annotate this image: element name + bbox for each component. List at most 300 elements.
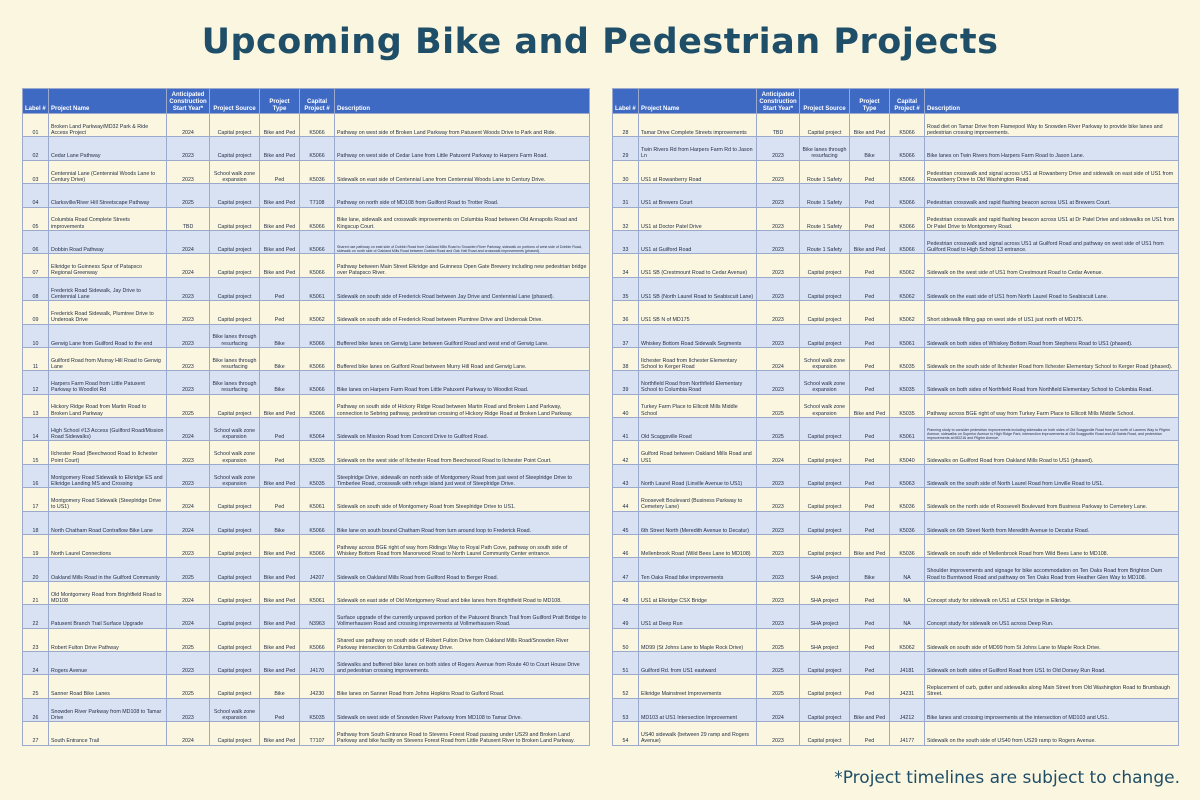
cell-project-type: Bike and Ped [260,137,300,160]
cell-description: Pathway across BGE right of way from Turkey Farm Place to Ellicott Mills Middle School. [925,394,1179,417]
col-header-start-year: Anticipated Construction Start Year* [167,89,210,114]
cell-project-name: Old Montgomery Road from Brightfield Road to MD108 [49,581,167,604]
cell-label: 44 [613,488,639,511]
cell-project-source: Capital project [210,628,260,651]
cell-project-name: US1 at Doctor Patel Drive [639,207,757,230]
cell-capital-project: K5063 [890,464,925,487]
table-row [23,581,590,604]
cell-capital-project: K5066 [890,160,925,183]
cell-description: Pedestrian crosswalk and signal across US1 at Rowanberry Drive and sidewalk on east side of US1 from Rowanberry Drive to Old Washington Road. [925,160,1179,183]
cell-start-year: 2025 [757,651,800,674]
cell-label: 06 [23,230,49,253]
cell-start-year: 2023 [757,254,800,277]
cell-capital-project: K5066 [300,394,335,417]
cell-start-year: 2023 [757,301,800,324]
cell-project-name: Elkridge Mainstreet Improvements [639,675,757,698]
table-row [23,207,590,230]
cell-project-type: Bike and Ped [260,558,300,581]
cell-description: Pedestrian crosswalk and rapid flashing beacon across US1 at Dr Patel Drive and sidewalks on US1 from Dr Patel Drive to Montgomery Road. [925,207,1179,230]
table-row [613,488,1179,511]
cell-start-year: 2023 [757,558,800,581]
cell-project-source: School walk zone expansion [800,371,850,394]
cell-start-year: TBD [757,114,800,137]
cell-project-type: Bike and Ped [260,114,300,137]
cell-start-year: 2024 [167,418,210,441]
col-header-project-type: Project Type [850,89,890,114]
table-row [613,277,1179,300]
cell-project-name: Sanner Road Bike Lanes [49,675,167,698]
cell-capital-project: J4170 [300,651,335,674]
cell-capital-project: K5066 [300,207,335,230]
cell-project-type: Bike and Ped [260,605,300,628]
cell-project-name: Ten Oaks Road bike improvements [639,558,757,581]
cell-start-year: 2023 [167,464,210,487]
cell-project-source: Capital project [800,254,850,277]
cell-start-year: 2025 [167,628,210,651]
cell-start-year: 2025 [757,675,800,698]
cell-start-year: 2025 [167,184,210,207]
cell-label: 40 [613,394,639,417]
cell-label: 42 [613,441,639,464]
table-row [23,230,590,253]
cell-description: Bike lanes and crossing improvements at the intersection of MD103 and US1. [925,698,1179,721]
cell-project-name: Centennial Lane (Centennial Woods Lane to Century Drive) [49,160,167,183]
cell-project-name: MD103 at US1 Intersection Improvement [639,698,757,721]
table-row [613,464,1179,487]
cell-project-name: Tamar Drive Complete Streets improvements [639,114,757,137]
cell-project-source: SHA project [800,558,850,581]
cell-project-source: Capital project [210,254,260,277]
table-row [23,277,590,300]
cell-project-name: Guilford Rd. from US1 eastward [639,651,757,674]
cell-start-year: 2025 [167,558,210,581]
cell-project-type: Bike and Ped [260,628,300,651]
cell-project-source: Bike lanes through resurfacing [210,347,260,370]
table-row [613,160,1179,183]
col-header-label: Label # [23,89,49,114]
cell-capital-project: K5066 [300,254,335,277]
cell-start-year: 2024 [167,254,210,277]
table-body-left [23,114,590,746]
table-row [23,605,590,628]
cell-project-type: Ped [260,418,300,441]
cell-label: 33 [613,230,639,253]
table-row [613,558,1179,581]
cell-description: Sidewalk on both sides of Whiskey Bottom Road from Stephens Road to US1 (phased). [925,324,1179,347]
cell-capital-project: K5066 [300,230,335,253]
cell-project-type: Bike [260,371,300,394]
cell-project-type: Bike [260,511,300,534]
cell-description: Buffered bike lanes on Guilford Road between Murry Hill Road and Gerwig Lane. [335,347,590,370]
cell-project-name: North Laurel Connections [49,535,167,558]
cell-label: 48 [613,581,639,604]
col-header-label: Label # [613,89,639,114]
col-header-project-name: Project Name [49,89,167,114]
cell-capital-project: K5066 [300,324,335,347]
table-row [23,160,590,183]
cell-project-name: US1 SB N of MD175 [639,301,757,324]
cell-description: Sidewalk on south side of Frederick Road between Jay Drive and Centennial Lane (phased). [335,277,590,300]
table-row [23,301,590,324]
cell-project-source: Capital project [800,535,850,558]
cell-project-type: Bike and Ped [260,184,300,207]
table-row [613,114,1179,137]
cell-start-year: 2023 [757,464,800,487]
cell-label: 05 [23,207,49,230]
cell-project-source: Route 1 Safety [800,160,850,183]
cell-start-year: 2024 [757,698,800,721]
cell-project-name: Broken Land Parkway/MD32 Park & Ride Access Project [49,114,167,137]
cell-project-source: Capital project [210,651,260,674]
cell-project-source: SHA project [800,628,850,651]
table-row [23,137,590,160]
cell-description: Shoulder improvements and signage for bike accommodation on Ten Oaks Road from Brighton Dam Road to Burntwood Road and pathway on Ten Oaks Road from Heather Glen Way to MD108. [925,558,1179,581]
table-header-row [613,89,1179,114]
cell-project-source: Capital project [800,511,850,534]
table-row [613,230,1179,253]
cell-project-name: Gerwig Lane from Guilford Road to the end [49,324,167,347]
cell-project-name: Clarksville/River Hill Streetscape Pathway [49,184,167,207]
cell-label: 50 [613,628,639,651]
cell-project-type: Bike [850,558,890,581]
cell-label: 31 [613,184,639,207]
cell-description: Road diet on Tamar Drive from Flamepool Way to Snowden River Parkway to provide bike lanes and pedestrian crossing improvements. [925,114,1179,137]
cell-project-source: Capital project [210,675,260,698]
cell-start-year: 2023 [167,535,210,558]
cell-project-name: Guilford Road from Murray Hill Road to Gerwig Lane [49,347,167,370]
cell-description: Sidewalks on Guilford Road from Oakland Mills Road to US1 (phased). [925,441,1179,464]
cell-project-name: North Laurel Road (Linville Avenue to US1) [639,464,757,487]
cell-project-type: Ped [850,301,890,324]
cell-project-type: Bike and Ped [260,230,300,253]
cell-capital-project: T7107 [300,722,335,745]
cell-project-name: US1 SB (Crestmount Road to Cedar Avenue) [639,254,757,277]
cell-capital-project: K5035 [890,394,925,417]
table-row [613,254,1179,277]
cell-description: Sidewalk on the west side of Ilchester Road from Beechwood Road to Ilchester Point Court. [335,441,590,464]
cell-start-year: 2023 [167,160,210,183]
cell-start-year: 2023 [757,324,800,347]
cell-description: Pedestrian crosswalk and signal across US1 at Guilford Road and pathway on west side of US1 from Guilford Road to High School 13 entrance. [925,230,1179,253]
cell-capital-project: K5036 [300,160,335,183]
cell-capital-project: NA [890,581,925,604]
table-row [613,722,1179,745]
cell-label: 09 [23,301,49,324]
cell-start-year: 2023 [167,371,210,394]
cell-project-type: Ped [260,160,300,183]
cell-capital-project: K5066 [300,371,335,394]
cell-project-type: Ped [260,698,300,721]
cell-capital-project: K5066 [300,511,335,534]
cell-project-source: Capital project [210,137,260,160]
cell-project-name: Mellenbrook Road (Wild Bees Lane to MD108) [639,535,757,558]
cell-start-year: 2025 [167,394,210,417]
table-row [23,441,590,464]
table-row [23,114,590,137]
cell-project-type: Ped [850,488,890,511]
cell-project-name: Harpers Farm Road from Little Patuxent Parkway to Woodlot Rd [49,371,167,394]
table-row [613,605,1179,628]
cell-start-year: 2023 [167,347,210,370]
table-row [613,441,1179,464]
cell-capital-project: K5035 [890,371,925,394]
cell-capital-project: K5035 [890,347,925,370]
cell-capital-project: K5066 [890,230,925,253]
cell-description: Sidewalk on south side of Mellenbrook Road from Wild Bees Lane to MD108. [925,535,1179,558]
cell-project-type: Ped [850,207,890,230]
cell-start-year: 2024 [167,581,210,604]
col-header-project-name: Project Name [639,89,757,114]
projects-table-left [22,88,590,746]
table-row [613,698,1179,721]
cell-project-name: Whiskey Bottom Road Sidewalk Segments [639,324,757,347]
cell-label: 04 [23,184,49,207]
table-row [23,347,590,370]
cell-description: Sidewalk on Oakland Mills Road from Guilford Road to Berger Road. [335,558,590,581]
cell-project-name: Turkey Farm Place to Ellicott Mills Middle School [639,394,757,417]
cell-start-year: 2023 [757,371,800,394]
cell-project-source: Bike lanes through resurfacing [800,137,850,160]
cell-project-source: Capital project [210,277,260,300]
cell-project-name: Montgomery Road Sidewalk (Steeplridge Drive to US1) [49,488,167,511]
cell-description: Sidewalk on the south side of North Laurel Road from Linville Road to US1. [925,464,1179,487]
cell-project-source: Capital project [800,301,850,324]
cell-description: Pathway on north side of MD108 from Guilford Road to Trotter Road. [335,184,590,207]
cell-project-source: SHA project [800,605,850,628]
cell-start-year: 2024 [757,347,800,370]
cell-project-type: Bike and Ped [850,698,890,721]
cell-project-type: Bike and Ped [260,581,300,604]
cell-project-name: US1 at Deep Run [639,605,757,628]
cell-start-year: 2024 [167,605,210,628]
cell-project-type: Ped [850,441,890,464]
cell-description: Replacement of curb, gutter and sidewalks along Main Street from Old Washington Road to Brumbaugh Street. [925,675,1179,698]
cell-project-type: Bike and Ped [260,207,300,230]
table-row [23,558,590,581]
cell-description: Sidewalk on east side of Centennial Lane from Centennial Woods Lane to Century Drive. [335,160,590,183]
cell-start-year: 2023 [167,698,210,721]
cell-capital-project: K5066 [300,114,335,137]
table-row [23,464,590,487]
cell-project-name: 6th Street North (Meredith Avenue to Decatur) [639,511,757,534]
cell-label: 16 [23,464,49,487]
cell-project-type: Bike and Ped [850,114,890,137]
cell-capital-project: NA [890,558,925,581]
cell-project-name: Twin Rivers Rd from Harpers Farm Rd to Jason Ln [639,137,757,160]
cell-project-source: Capital project [800,277,850,300]
cell-project-type: Ped [850,511,890,534]
cell-project-type: Bike and Ped [260,535,300,558]
cell-start-year: 2023 [167,651,210,674]
cell-start-year: 2023 [757,230,800,253]
col-header-project-source: Project Source [800,89,850,114]
cell-project-type: Ped [850,184,890,207]
cell-start-year: 2025 [757,418,800,441]
cell-description: Pathway on south side of Hickory Ridge Road between Martin Road and Broken Land Parkway, connection to Sebring pathway, pedestrian crossing of Hickory Ridge Road at Broken Land Parkway. [335,394,590,417]
cell-project-type: Ped [850,371,890,394]
cell-project-source: Route 1 Safety [800,207,850,230]
cell-project-source: Capital project [210,207,260,230]
cell-project-name: North Chatham Road Contraflow Bike Lane [49,511,167,534]
col-header-description: Description [335,89,590,114]
cell-start-year: 2023 [757,511,800,534]
cell-description: Sidewalk on Mission Road from Concord Drive to Guilford Road. [335,418,590,441]
cell-start-year: 2025 [167,675,210,698]
cell-project-name: Old Scaggsville Road [639,418,757,441]
cell-label: 39 [613,371,639,394]
cell-project-name: US1 SB (North Laurel Road to Seabiscuit Lane) [639,277,757,300]
cell-start-year: 2024 [757,441,800,464]
cell-description: Sidewalk on the south side of Ilchester Road from Ilchester Elementary School to Kerger Road (phased). [925,347,1179,370]
cell-label: 23 [23,628,49,651]
cell-description: Shared use pathway on south side of Robert Fulton Drive from Oakland Mills Road/Snowden River Parkway intersection to Columbia Gateway Drive. [335,628,590,651]
cell-project-source: Capital project [210,605,260,628]
cell-label: 15 [23,441,49,464]
cell-project-name: US1 at Elkridge CSX Bridge [639,581,757,604]
cell-project-name: Rogers Avenue [49,651,167,674]
cell-project-source: School walk zone expansion [210,464,260,487]
cell-label: 47 [613,558,639,581]
cell-label: 51 [613,651,639,674]
cell-label: 30 [613,160,639,183]
cell-start-year: 2024 [167,230,210,253]
cell-start-year: 2024 [167,511,210,534]
cell-project-source: Route 1 Safety [800,230,850,253]
cell-project-source: Capital project [800,651,850,674]
cell-project-name: Cedar Lane Pathway [49,137,167,160]
cell-description: Bike lanes on Sanner Road from Johns Hopkins Road to Gulford Road. [335,675,590,698]
page-title: Upcoming Bike and Pedestrian Projects [201,22,999,62]
cell-description: Sidewalk on the west side of US1 from Crestmount Road to Cedar Avenue. [925,254,1179,277]
footnote: *Project timelines are subject to change. [834,768,1180,788]
cell-capital-project: J4212 [890,698,925,721]
cell-label: 38 [613,347,639,370]
cell-description: Sidewalk on the south side of US40 from US29 ramp to Rogers Avenue. [925,722,1179,745]
table-row [613,581,1179,604]
cell-project-source: Capital project [800,114,850,137]
cell-start-year: 2023 [757,581,800,604]
cell-capital-project: K5061 [300,581,335,604]
cell-project-type: Ped [850,605,890,628]
cell-project-name: Frederick Road Sidewalk, Plumtree Drive to Underoak Drive [49,301,167,324]
cell-project-source: Capital project [800,464,850,487]
table-row [613,371,1179,394]
table-row [23,722,590,745]
cell-project-source: Capital project [210,301,260,324]
projects-table-right [612,88,1179,746]
cell-project-name: US1 at Guilford Road [639,230,757,253]
cell-label: 11 [23,347,49,370]
cell-description: Sidewalk on both sides of Guilford Road from US1 to Old Dorsey Run Road. [925,651,1179,674]
cell-project-source: Capital project [210,114,260,137]
cell-description: Sidewalk on both sides of Northfield Road from Northfield Elementary School to Columbia Road. [925,371,1179,394]
cell-capital-project: K5035 [300,464,335,487]
cell-capital-project: K5040 [890,441,925,464]
cell-capital-project: K5066 [890,137,925,160]
cell-capital-project: K5066 [890,184,925,207]
cell-project-type: Ped [260,441,300,464]
cell-label: 18 [23,511,49,534]
cell-label: 10 [23,324,49,347]
cell-capital-project: K5062 [890,628,925,651]
cell-label: 32 [613,207,639,230]
cell-project-name: US1 at Brewers Court [639,184,757,207]
cell-label: 22 [23,605,49,628]
cell-project-source: School walk zone expansion [210,698,260,721]
cell-capital-project: K5066 [890,114,925,137]
cell-start-year: 2023 [167,277,210,300]
cell-label: 25 [23,675,49,698]
cell-project-type: Bike and Ped [850,535,890,558]
cell-project-name: Columbia Road Complete Streets improvements [49,207,167,230]
cell-capital-project: K5062 [890,254,925,277]
table-row [23,254,590,277]
cell-capital-project: K5035 [300,441,335,464]
table-row [23,628,590,651]
table-row [613,628,1179,651]
cell-capital-project: K5061 [300,277,335,300]
table-row [23,324,590,347]
cell-project-name: US1 at Rowanberry Road [639,160,757,183]
cell-capital-project: K5061 [300,488,335,511]
table-row [613,651,1179,674]
table-row [23,698,590,721]
cell-project-type: Ped [850,418,890,441]
cell-project-source: Capital project [210,535,260,558]
cell-start-year: 2023 [757,605,800,628]
cell-capital-project: NA [890,605,925,628]
cell-capital-project: K5036 [890,511,925,534]
cell-description: Steeplridge Drive, sidewalk on north side of Montgomery Road from just west of Steeplridge Drive to Timberlee Road, crosswalk with refuge island just west of Steeplridge Drive. [335,464,590,487]
cell-project-type: Bike [850,137,890,160]
cell-project-source: Capital project [210,581,260,604]
cell-capital-project: J4231 [890,675,925,698]
table-row [23,418,590,441]
cell-label: 27 [23,722,49,745]
cell-project-name: Montgomery Road Sidewalk to Elkridge ES and Elkridge Landing MS and Crossing [49,464,167,487]
cell-start-year: 2023 [757,160,800,183]
table-body-right [613,114,1179,746]
cell-start-year: 2023 [757,277,800,300]
cell-description: Sidewalk on the north side of Roosevelt Boulevard from Business Parkway to Cemetery Lane. [925,488,1179,511]
cell-label: 43 [613,464,639,487]
cell-capital-project: N3963 [300,605,335,628]
cell-start-year: 2023 [757,722,800,745]
cell-project-type: Ped [260,301,300,324]
cell-label: 17 [23,488,49,511]
cell-capital-project: K5066 [890,207,925,230]
cell-label: 29 [613,137,639,160]
cell-project-source: Capital project [210,394,260,417]
cell-project-name: Snowden River Parkway from MD108 to Tamar Drive [49,698,167,721]
cell-project-source: Capital project [210,558,260,581]
cell-start-year: 2023 [757,184,800,207]
cell-capital-project: K5062 [300,301,335,324]
col-header-project-source: Project Source [210,89,260,114]
cell-project-source: Capital project [210,722,260,745]
cell-label: 03 [23,160,49,183]
cell-project-source: Capital project [210,511,260,534]
cell-description: Pathway on west side of Cedar Lane from Little Patuxent Parkway to Harpers Farm Road. [335,137,590,160]
cell-description: Concept study for sidewalk on US1 at CSX bridge in Elkridge. [925,581,1179,604]
cell-start-year: 2023 [757,137,800,160]
cell-start-year: 2023 [757,535,800,558]
col-header-description: Description [925,89,1179,114]
cell-project-type: Ped [260,488,300,511]
cell-label: 19 [23,535,49,558]
table-header-row [23,89,590,114]
cell-project-type: Ped [850,628,890,651]
